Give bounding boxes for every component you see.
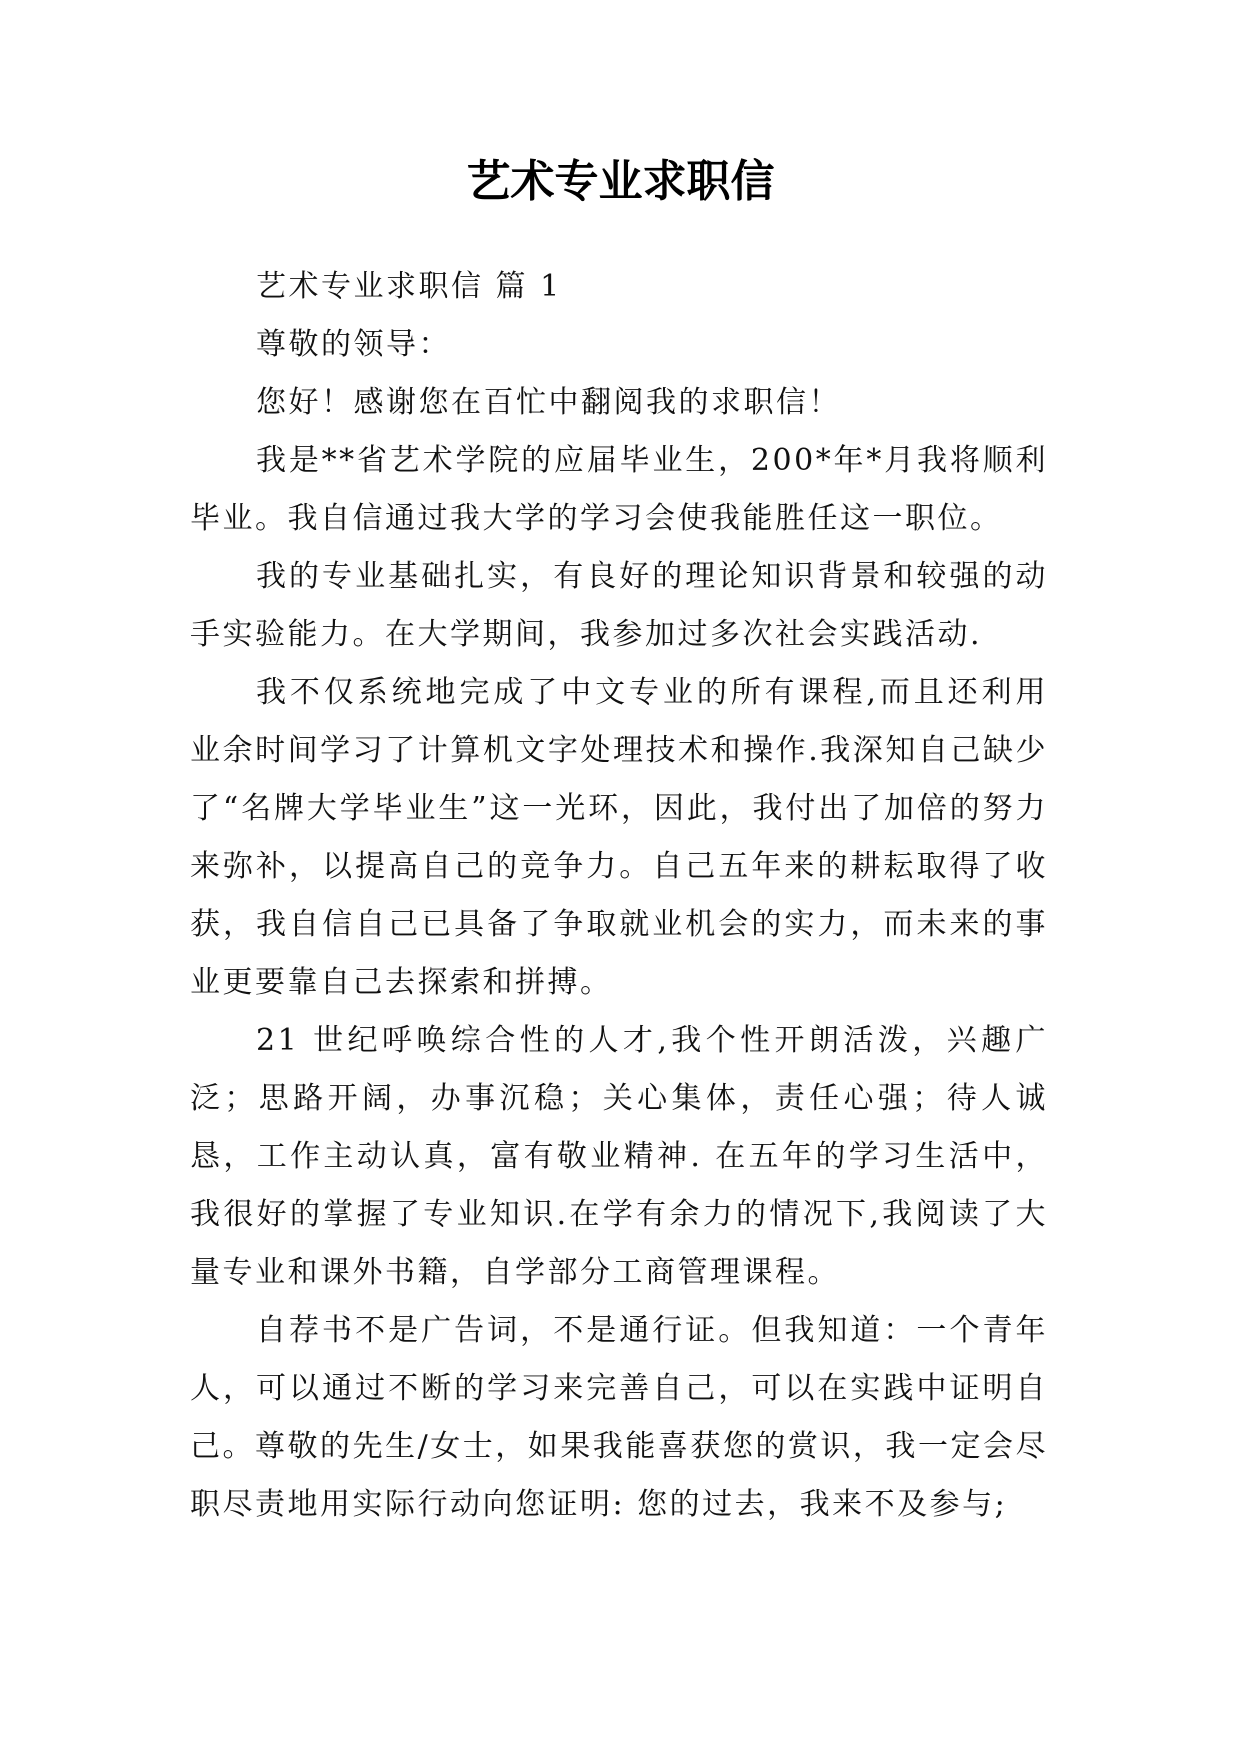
closing-paragraph: 自荐书不是广告词，不是通行证。但我知道：一个青年人，可以通过不断的学习来完善自己，可以在实践中证明自己。尊敬的先生/女士，如果我能喜获您的赏识，我一定会尽职尽责地用实际行动向您证明: 您的过去，我来不及参与; <box>190 1313 1048 1522</box>
greeting-paragraph: 您好！感谢您在百忙中翻阅我的求职信！ <box>256 385 841 420</box>
salutation: 尊敬的领导： <box>256 327 451 362</box>
section-heading: 艺术专业求职信 篇 1 <box>256 269 562 304</box>
personality-paragraph: 21 世纪呼唤综合性的人才,我个性开朗活泼，兴趣广泛；思路开阔，办事沉稳；关心集体，责任心强；待人诚恳，工作主动认真，富有敬业精神. 在五年的学习生活中，我很好的掌握了专业知识.在学有余力的情况下,我阅读了大量专业和课外书籍，自学部分工商管理课程。 <box>190 1023 1048 1290</box>
document-body <box>190 258 1048 1534</box>
document-title: 艺术专业求职信 <box>466 156 775 207</box>
intro-paragraph: 我是**省艺术学院的应届毕业生，200*年*月我将顺利毕业。我自信通过我大学的学习会使我能胜任这一职位。 <box>190 443 1048 536</box>
skills-paragraph: 我的专业基础扎实，有良好的理论知识背景和较强的动手实验能力。在大学期间，我参加过多次社会实践活动. <box>190 559 1048 652</box>
study-paragraph: 我不仅系统地完成了中文专业的所有课程,而且还利用业余时间学习了计算机文字处理技术和操作.我深知自己缺少了“名牌大学毕业生”这一光环，因此，我付出了加倍的努力来弥补，以提高自己的竞争力。自己五年来的耕耘取得了收获，我自信自己已具备了争取就业机会的实力，而未来的事业更要靠自己去探索和拼搏。 <box>190 675 1048 1000</box>
